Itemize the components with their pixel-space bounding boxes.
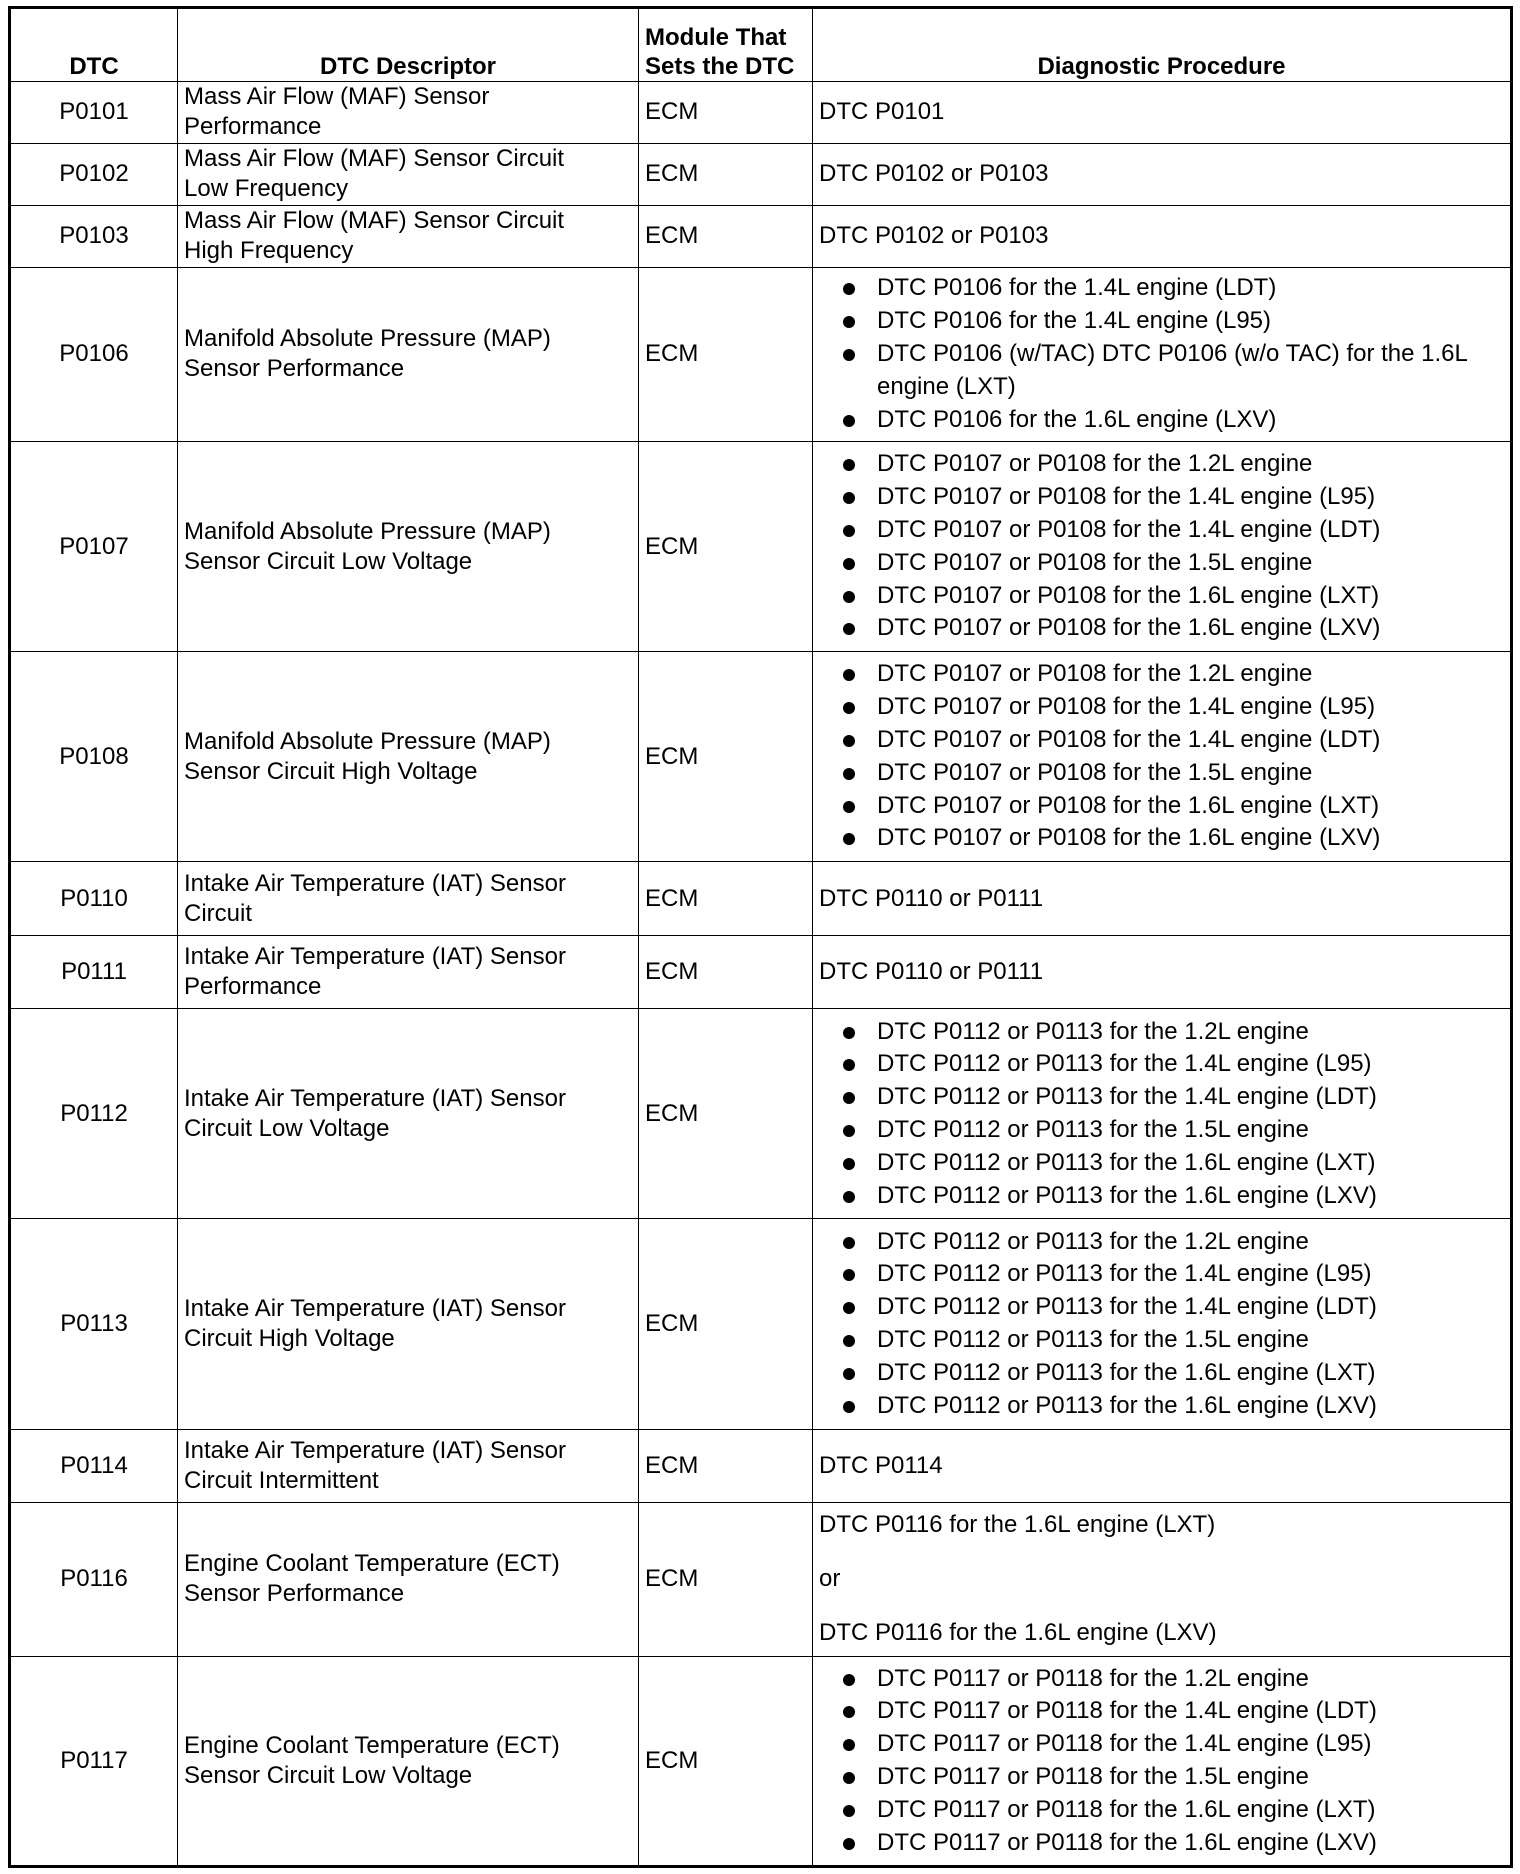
header-module-line1: Module That [645,24,787,51]
module: ECM [639,936,813,1009]
dtc-code: P0114 [10,1429,178,1502]
list-item: DTC P0117 or P0118 for the 1.6L engine (LXT) [877,1794,1504,1827]
diagnostic-procedure: DTC P0110 or P0111 [813,936,1512,1009]
list-item: DTC P0107 or P0108 for the 1.4L engine (L95) [877,691,1504,724]
header-row [10,8,1512,82]
bullet-icon [843,1059,855,1071]
list-item: DTC P0112 or P0113 for the 1.2L engine [877,1016,1504,1049]
list-item: DTC P0106 for the 1.6L engine (LXV) [877,404,1504,437]
bullet-icon [843,1838,855,1850]
table-row [10,936,1512,1009]
bullet-icon [843,1335,855,1347]
diagnostic-procedure [813,1656,1512,1866]
module: ECM [639,267,813,442]
bullet-icon [843,768,855,780]
bullet-icon [843,1269,855,1281]
header-module [639,8,813,82]
bullet-icon [843,525,855,537]
bullet-icon [843,735,855,747]
list-item: DTC P0117 or P0118 for the 1.6L engine (LXV) [877,1827,1504,1860]
dtc-code: P0117 [10,1656,178,1866]
table-row [10,442,1512,652]
diagnostic-procedure [813,267,1512,442]
module: ECM [639,143,813,205]
procedure-list [819,1226,1504,1423]
table-row [10,1219,1512,1429]
bullet-icon [843,1125,855,1137]
table-row [10,267,1512,442]
list-item: DTC P0112 or P0113 for the 1.6L engine (LXV) [877,1390,1504,1423]
dtc-descriptor: Intake Air Temperature (IAT) Sensor Circuit Low Voltage [178,1009,639,1219]
module: ECM [639,1009,813,1219]
dtc-descriptor: Mass Air Flow (MAF) Sensor Circuit High Frequency [178,205,639,267]
procedure-list [819,272,1504,436]
header-procedure: Diagnostic Procedure [813,8,1512,82]
list-item: DTC P0106 for the 1.4L engine (LDT) [877,272,1504,305]
bullet-icon [843,833,855,845]
list-item: DTC P0106 (w/TAC) DTC P0106 (w/o TAC) for the 1.6L engine (LXT) [877,338,1504,404]
table-row [10,1429,1512,1502]
module: ECM [639,652,813,862]
module: ECM [639,442,813,652]
list-item: DTC P0117 or P0118 for the 1.4L engine (LDT) [877,1695,1504,1728]
bullet-icon [843,1368,855,1380]
bullet-icon [843,316,855,328]
diagnostic-procedure: DTC P0102 or P0103 [813,143,1512,205]
bullet-icon [843,1027,855,1039]
list-item: DTC P0112 or P0113 for the 1.4L engine (LDT) [877,1291,1504,1324]
module: ECM [639,1429,813,1502]
diagnostic-procedure [813,1502,1512,1656]
bullet-icon [843,1772,855,1784]
table-row [10,82,1512,144]
header-descriptor: DTC Descriptor [178,8,639,82]
dtc-descriptor: Manifold Absolute Pressure (MAP) Sensor Circuit Low Voltage [178,442,639,652]
header-module-line2: Sets the DTC [645,53,795,80]
bullet-icon [843,1092,855,1104]
dtc-code: P0116 [10,1502,178,1656]
list-item: DTC P0112 or P0113 for the 1.2L engine [877,1226,1504,1259]
list-item: DTC P0112 or P0113 for the 1.5L engine [877,1114,1504,1147]
dtc-code: P0111 [10,936,178,1009]
list-item: DTC P0117 or P0118 for the 1.5L engine [877,1761,1504,1794]
list-item: DTC P0107 or P0108 for the 1.4L engine (L95) [877,481,1504,514]
list-item: DTC P0107 or P0108 for the 1.2L engine [877,448,1504,481]
bullet-icon [843,283,855,295]
module: ECM [639,1502,813,1656]
table-row [10,652,1512,862]
list-item: DTC P0117 or P0118 for the 1.2L engine [877,1663,1504,1696]
list-item: DTC P0107 or P0108 for the 1.4L engine (LDT) [877,724,1504,757]
bullet-icon [843,349,855,361]
list-item: DTC P0112 or P0113 for the 1.6L engine (LXT) [877,1147,1504,1180]
dtc-descriptor: Intake Air Temperature (IAT) Sensor Circuit Intermittent [178,1429,639,1502]
dtc-code: P0113 [10,1219,178,1429]
dtc-descriptor: Intake Air Temperature (IAT) Sensor Circuit [178,862,639,936]
dtc-code: P0106 [10,267,178,442]
list-item: DTC P0112 or P0113 for the 1.5L engine [877,1324,1504,1357]
list-item: DTC P0107 or P0108 for the 1.6L engine (LXV) [877,822,1504,855]
bullet-icon [843,492,855,504]
dtc-descriptor: Intake Air Temperature (IAT) Sensor Circuit High Voltage [178,1219,639,1429]
list-item: DTC P0112 or P0113 for the 1.6L engine (LXV) [877,1180,1504,1213]
table-row [10,205,1512,267]
diagnostic-procedure: DTC P0101 [813,82,1512,144]
bullet-icon [843,1706,855,1718]
bullet-icon [843,1237,855,1249]
dtc-descriptor: Intake Air Temperature (IAT) Sensor Performance [178,936,639,1009]
bullet-icon [843,702,855,714]
procedure-list [819,658,1504,855]
dtc-descriptor: Engine Coolant Temperature (ECT) Sensor Circuit Low Voltage [178,1656,639,1866]
list-item: DTC P0106 for the 1.4L engine (L95) [877,305,1504,338]
module: ECM [639,862,813,936]
list-item: DTC P0107 or P0108 for the 1.2L engine [877,658,1504,691]
dtc-descriptor: Mass Air Flow (MAF) Sensor Performance [178,82,639,144]
procedure-or: or [819,1565,841,1593]
diagnostic-procedure [813,652,1512,862]
bullet-icon [843,669,855,681]
procedure-line: DTC P0116 for the 1.6L engine (LXV) [819,1619,1217,1647]
bullet-icon [843,1191,855,1203]
diagnostic-procedure: DTC P0102 or P0103 [813,205,1512,267]
procedure-list [819,1016,1504,1213]
dtc-descriptor: Manifold Absolute Pressure (MAP) Sensor Circuit High Voltage [178,652,639,862]
bullet-icon [843,1805,855,1817]
module: ECM [639,82,813,144]
diagnostic-procedure: DTC P0114 [813,1429,1512,1502]
table-row [10,862,1512,936]
dtc-code: P0110 [10,862,178,936]
dtc-code: P0112 [10,1009,178,1219]
bullet-icon [843,1739,855,1751]
dtc-table [8,6,1513,1868]
bullet-icon [843,591,855,603]
bullet-icon [843,1674,855,1686]
dtc-descriptor: Mass Air Flow (MAF) Sensor Circuit Low Frequency [178,143,639,205]
list-item: DTC P0107 or P0108 for the 1.6L engine (LXV) [877,612,1504,645]
diagnostic-procedure [813,442,1512,652]
module: ECM [639,1219,813,1429]
dtc-descriptor: Engine Coolant Temperature (ECT) Sensor Performance [178,1502,639,1656]
diagnostic-procedure: DTC P0110 or P0111 [813,862,1512,936]
bullet-icon [843,801,855,813]
list-item: DTC P0112 or P0113 for the 1.4L engine (L95) [877,1048,1504,1081]
bullet-icon [843,415,855,427]
list-item: DTC P0112 or P0113 for the 1.4L engine (LDT) [877,1081,1504,1114]
dtc-code: P0102 [10,143,178,205]
bullet-icon [843,1401,855,1413]
procedure-list [819,448,1504,645]
bullet-icon [843,1302,855,1314]
list-item: DTC P0107 or P0108 for the 1.5L engine [877,547,1504,580]
table-row [10,143,1512,205]
header-dtc: DTC [10,8,178,82]
dtc-code: P0108 [10,652,178,862]
dtc-code: P0107 [10,442,178,652]
dtc-code: P0103 [10,205,178,267]
list-item: DTC P0112 or P0113 for the 1.6L engine (LXT) [877,1357,1504,1390]
table-row [10,1502,1512,1656]
list-item: DTC P0107 or P0108 for the 1.6L engine (LXT) [877,580,1504,613]
list-item: DTC P0117 or P0118 for the 1.4L engine (L95) [877,1728,1504,1761]
list-item: DTC P0107 or P0108 for the 1.5L engine [877,757,1504,790]
procedure-list [819,1663,1504,1860]
dtc-descriptor: Manifold Absolute Pressure (MAP) Sensor Performance [178,267,639,442]
list-item: DTC P0107 or P0108 for the 1.6L engine (LXT) [877,790,1504,823]
list-item: DTC P0107 or P0108 for the 1.4L engine (LDT) [877,514,1504,547]
module: ECM [639,205,813,267]
bullet-icon [843,459,855,471]
procedure-line: DTC P0116 for the 1.6L engine (LXT) [819,1511,1216,1539]
bullet-icon [843,558,855,570]
bullet-icon [843,623,855,635]
module: ECM [639,1656,813,1866]
table-row [10,1009,1512,1219]
dtc-code: P0101 [10,82,178,144]
diagnostic-procedure [813,1219,1512,1429]
bullet-icon [843,1158,855,1170]
list-item: DTC P0112 or P0113 for the 1.4L engine (L95) [877,1258,1504,1291]
table-row [10,1656,1512,1866]
diagnostic-procedure [813,1009,1512,1219]
